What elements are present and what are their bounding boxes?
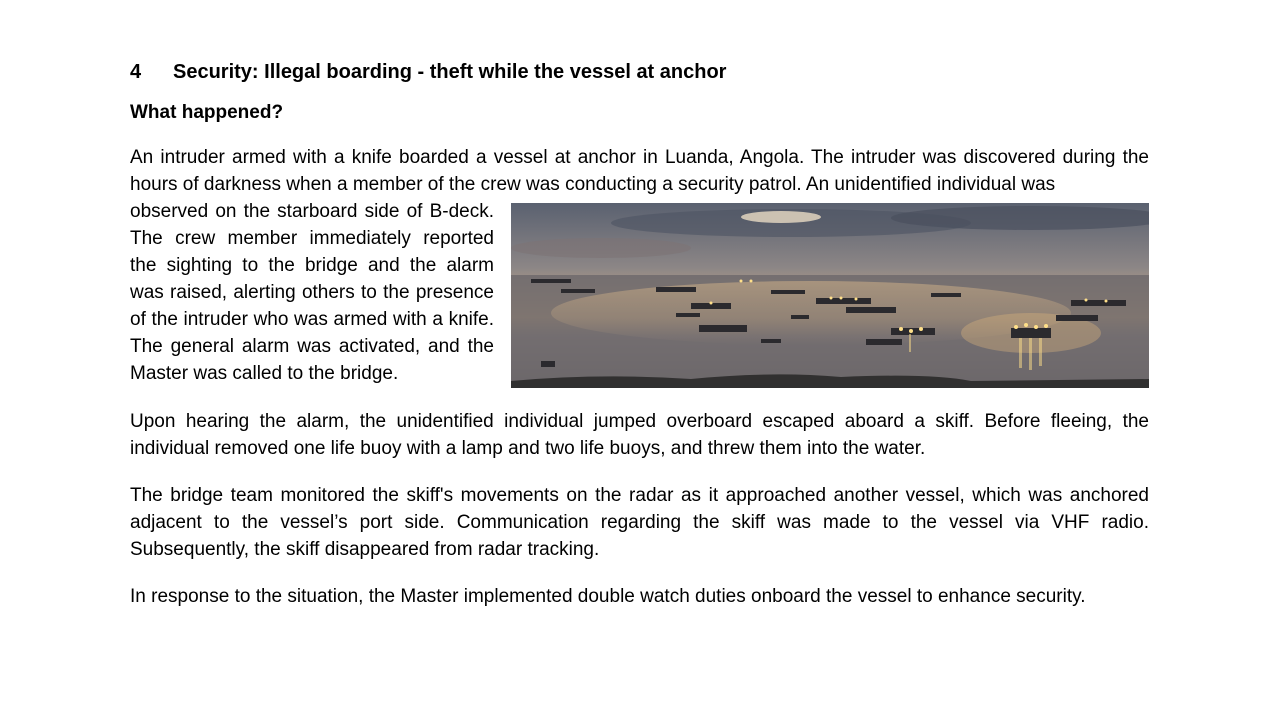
- section-heading: [130, 58, 1149, 86]
- subheading: What happened?: [130, 102, 284, 123]
- section-title: Security: Illegal boarding - theft while the vessel at anchor: [173, 61, 727, 83]
- document-page: [130, 58, 1149, 630]
- anchorage-photo-image: [511, 203, 1149, 388]
- anchorage-photo: [511, 203, 1149, 388]
- paragraph-escape: Upon hearing the alarm, the unidentified individual jumped overboard escaped aboard a skiff. Before fleeing, the individual removed one life buoy with a lamp and two life buoys, and threw them into the water.: [130, 411, 1149, 459]
- paragraph-response: In response to the situation, the Master implemented double watch duties onboard the vessel to enhance security.: [130, 586, 1086, 607]
- paragraph-radar: The bridge team monitored the skiff's movements on the radar as it approached another vessel, which was anchored adjacent to the vessel’s port side. Communication regarding the skiff was made to the vessel via VHF radio. Subsequently, the skiff disappeared from radar tracking.: [130, 485, 1149, 560]
- intro-paragraph-wrapped: observed on the starboard side of B-deck. The crew member immediately reported the sighting to the bridge and the alarm was raised, alerting others to the presence of the intruder who was armed with a knife. The general alarm was activated, and the Master was called to the bridge.: [130, 201, 494, 384]
- intro-wrap-row: [130, 198, 1149, 388]
- intro-paragraph-top: An intruder armed with a knife boarded a vessel at anchor in Luanda, Angola. The intruder was discovered during the hours of darkness when a member of the crew was conducting a security patrol. An unidentified individual was: [130, 147, 1149, 195]
- intro-block: [130, 144, 1149, 388]
- section-number: 4: [130, 61, 142, 83]
